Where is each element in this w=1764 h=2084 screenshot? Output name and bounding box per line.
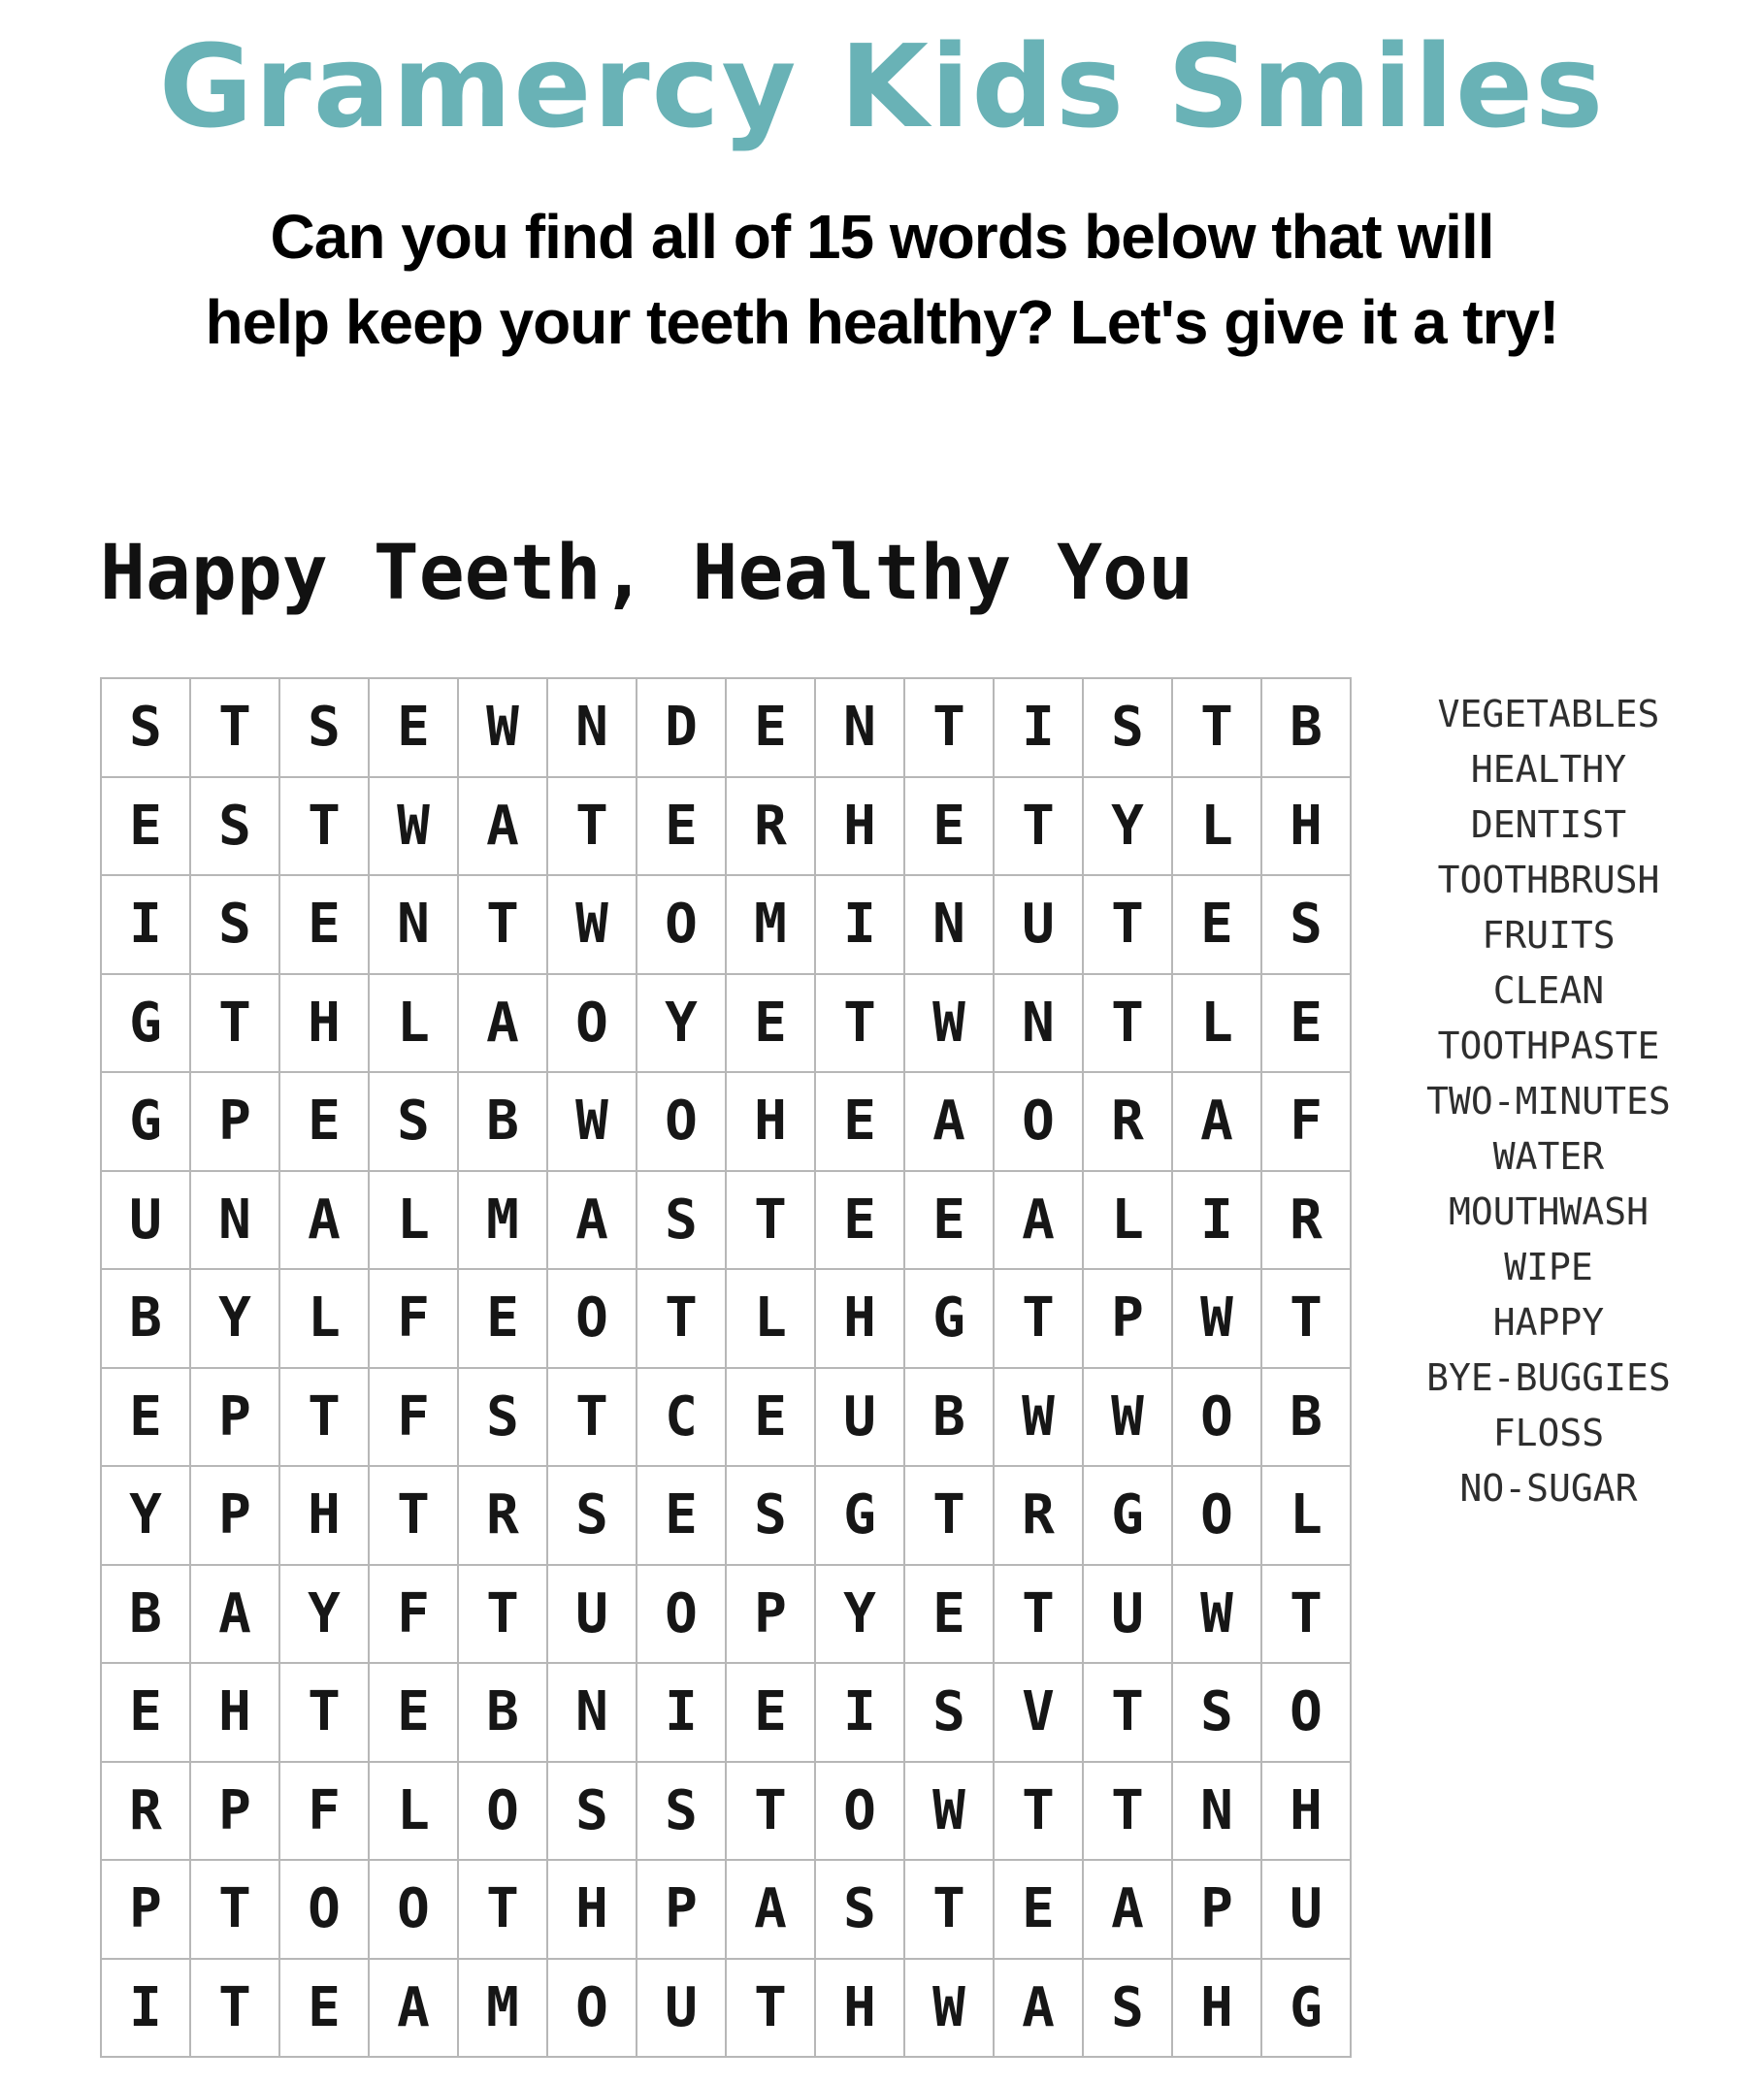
grid-cell: I bbox=[816, 876, 905, 975]
grid-cell: L bbox=[1262, 1467, 1352, 1566]
grid-cell: H bbox=[1262, 778, 1352, 877]
grid-cell: B bbox=[102, 1566, 191, 1665]
grid-cell: P bbox=[727, 1566, 816, 1665]
grid-cell: G bbox=[1262, 1960, 1352, 2059]
grid-cell: W bbox=[1173, 1270, 1262, 1369]
grid-cell: L bbox=[280, 1270, 370, 1369]
grid-cell: H bbox=[816, 1960, 905, 2059]
grid-cell: E bbox=[280, 1960, 370, 2059]
grid-cell: T bbox=[995, 1763, 1084, 1862]
grid-cell: A bbox=[905, 1073, 995, 1172]
grid-cell: Y bbox=[637, 975, 727, 1074]
grid-cell: P bbox=[1084, 1270, 1173, 1369]
grid-cell: S bbox=[102, 679, 191, 778]
word-list-item: MOUTHWASH bbox=[1449, 1190, 1649, 1233]
grid-cell: U bbox=[548, 1566, 637, 1665]
grid-cell: E bbox=[102, 778, 191, 877]
grid-cell: T bbox=[191, 1960, 280, 2059]
grid-cell: T bbox=[905, 679, 995, 778]
grid-cell: N bbox=[995, 975, 1084, 1074]
grid-cell: I bbox=[637, 1664, 727, 1763]
word-list-item: WATER bbox=[1492, 1135, 1605, 1178]
grid-cell: S bbox=[1173, 1664, 1262, 1763]
grid-cell: B bbox=[1262, 679, 1352, 778]
grid-cell: L bbox=[1084, 1172, 1173, 1271]
grid-cell: G bbox=[102, 975, 191, 1074]
grid-cell: N bbox=[548, 1664, 637, 1763]
word-list-item: FLOSS bbox=[1492, 1412, 1605, 1454]
instructions bbox=[0, 194, 1764, 365]
word-list-item: VEGETABLES bbox=[1437, 693, 1660, 735]
grid-cell: S bbox=[1262, 876, 1352, 975]
grid-cell: W bbox=[905, 975, 995, 1074]
grid-cell: U bbox=[816, 1369, 905, 1468]
grid-cell: E bbox=[280, 1073, 370, 1172]
grid-cell: S bbox=[548, 1763, 637, 1862]
grid-cell: E bbox=[370, 1664, 459, 1763]
grid-cell: L bbox=[1173, 975, 1262, 1074]
grid-cell: A bbox=[548, 1172, 637, 1271]
grid-cell: A bbox=[727, 1861, 816, 1960]
grid-cell: T bbox=[191, 679, 280, 778]
grid-cell: U bbox=[995, 876, 1084, 975]
grid-cell: O bbox=[637, 1566, 727, 1665]
grid-cell: M bbox=[459, 1960, 548, 2059]
grid-cell: P bbox=[191, 1369, 280, 1468]
word-list-item: NO-SUGAR bbox=[1459, 1467, 1638, 1510]
grid-cell: T bbox=[459, 1566, 548, 1665]
grid-cell: C bbox=[637, 1369, 727, 1468]
grid-cell: R bbox=[459, 1467, 548, 1566]
grid-cell: H bbox=[816, 778, 905, 877]
grid-cell: H bbox=[548, 1861, 637, 1960]
grid-cell: L bbox=[370, 975, 459, 1074]
brand-logo: Gramercy Kids Smiles bbox=[158, 19, 1606, 153]
grid-cell: P bbox=[637, 1861, 727, 1960]
grid-cell: E bbox=[905, 778, 995, 877]
grid-cell: L bbox=[1173, 778, 1262, 877]
grid-cell: T bbox=[280, 1369, 370, 1468]
grid-cell: E bbox=[727, 679, 816, 778]
grid-cell: A bbox=[995, 1172, 1084, 1271]
grid-cell: T bbox=[280, 778, 370, 877]
grid-cell: R bbox=[1262, 1172, 1352, 1271]
grid-cell: T bbox=[995, 1270, 1084, 1369]
grid-cell: T bbox=[727, 1172, 816, 1271]
word-list-item: HEALTHY bbox=[1470, 748, 1627, 791]
grid-cell: T bbox=[548, 778, 637, 877]
word-list-item: WIPE bbox=[1504, 1246, 1593, 1288]
grid-cell: O bbox=[1173, 1369, 1262, 1468]
grid-cell: P bbox=[1173, 1861, 1262, 1960]
grid-cell: D bbox=[637, 679, 727, 778]
grid-cell: A bbox=[995, 1960, 1084, 2059]
grid-cell: R bbox=[102, 1763, 191, 1862]
instructions-line-1: Can you find all of 15 words below that will bbox=[270, 202, 1494, 272]
grid-cell: O bbox=[370, 1861, 459, 1960]
grid-cell: S bbox=[905, 1664, 995, 1763]
grid-cell: T bbox=[905, 1467, 995, 1566]
word-list bbox=[1332, 687, 1764, 1516]
grid-cell: H bbox=[816, 1270, 905, 1369]
grid-cell: I bbox=[816, 1664, 905, 1763]
grid-cell: E bbox=[816, 1172, 905, 1271]
grid-cell: O bbox=[548, 975, 637, 1074]
grid-cell: T bbox=[1262, 1270, 1352, 1369]
grid-cell: B bbox=[1262, 1369, 1352, 1468]
grid-cell: A bbox=[280, 1172, 370, 1271]
grid-cell: U bbox=[637, 1960, 727, 2059]
grid-cell: T bbox=[1084, 975, 1173, 1074]
grid-cell: T bbox=[1084, 1763, 1173, 1862]
grid-cell: T bbox=[1262, 1566, 1352, 1665]
grid-cell: Y bbox=[191, 1270, 280, 1369]
grid-cell: W bbox=[905, 1960, 995, 2059]
grid-cell: P bbox=[191, 1763, 280, 1862]
grid-cell: I bbox=[1173, 1172, 1262, 1271]
grid-cell: T bbox=[1084, 1664, 1173, 1763]
grid-cell: O bbox=[459, 1763, 548, 1862]
grid-cell: O bbox=[637, 1073, 727, 1172]
grid-cell: S bbox=[727, 1467, 816, 1566]
word-search-grid bbox=[100, 677, 1352, 2058]
grid-cell: N bbox=[191, 1172, 280, 1271]
grid-cell: E bbox=[727, 1664, 816, 1763]
grid-cell: Y bbox=[816, 1566, 905, 1665]
grid-cell: A bbox=[370, 1960, 459, 2059]
word-list-item: CLEAN bbox=[1492, 969, 1605, 1012]
grid-cell: T bbox=[548, 1369, 637, 1468]
grid-cell: W bbox=[1084, 1369, 1173, 1468]
grid-cell: W bbox=[1173, 1566, 1262, 1665]
grid-cell: O bbox=[548, 1270, 637, 1369]
grid-cell: S bbox=[191, 876, 280, 975]
grid-cell: G bbox=[905, 1270, 995, 1369]
grid-cell: E bbox=[1262, 975, 1352, 1074]
grid-cell: S bbox=[191, 778, 280, 877]
grid-cell: T bbox=[1173, 679, 1262, 778]
grid-cell: E bbox=[637, 778, 727, 877]
grid-cell: F bbox=[370, 1566, 459, 1665]
grid-cell: R bbox=[1084, 1073, 1173, 1172]
grid-cell: T bbox=[995, 1566, 1084, 1665]
grid-cell: O bbox=[280, 1861, 370, 1960]
instructions-line-2: help keep your teeth healthy? Let's give it a try! bbox=[205, 287, 1559, 357]
grid-cell: E bbox=[727, 975, 816, 1074]
grid-cell: E bbox=[102, 1664, 191, 1763]
grid-cell: U bbox=[102, 1172, 191, 1271]
grid-cell: Y bbox=[280, 1566, 370, 1665]
grid-cell: T bbox=[191, 975, 280, 1074]
grid-cell: W bbox=[905, 1763, 995, 1862]
grid-cell: E bbox=[459, 1270, 548, 1369]
grid-cell: B bbox=[459, 1664, 548, 1763]
grid-cell: I bbox=[102, 1960, 191, 2059]
grid-cell: U bbox=[1262, 1861, 1352, 1960]
grid-cell: E bbox=[280, 876, 370, 975]
grid-cell: S bbox=[548, 1467, 637, 1566]
grid-cell: N bbox=[548, 679, 637, 778]
grid-cell: A bbox=[459, 778, 548, 877]
grid-cell: T bbox=[1084, 876, 1173, 975]
grid-cell: N bbox=[816, 679, 905, 778]
word-list-item: FRUITS bbox=[1482, 914, 1616, 957]
grid-cell: S bbox=[459, 1369, 548, 1468]
grid-cell: N bbox=[1173, 1763, 1262, 1862]
grid-cell: E bbox=[102, 1369, 191, 1468]
grid-cell: T bbox=[905, 1861, 995, 1960]
grid-cell: O bbox=[1262, 1664, 1352, 1763]
grid-cell: T bbox=[727, 1763, 816, 1862]
grid-cell: H bbox=[280, 1467, 370, 1566]
grid-cell: T bbox=[191, 1861, 280, 1960]
grid-cell: O bbox=[1173, 1467, 1262, 1566]
grid-cell: T bbox=[459, 876, 548, 975]
grid-cell: A bbox=[1173, 1073, 1262, 1172]
grid-cell: S bbox=[280, 679, 370, 778]
grid-cell: B bbox=[459, 1073, 548, 1172]
grid-cell: E bbox=[637, 1467, 727, 1566]
grid-cell: E bbox=[995, 1861, 1084, 1960]
grid-cell: H bbox=[1173, 1960, 1262, 2059]
grid-cell: W bbox=[548, 1073, 637, 1172]
grid-cell: N bbox=[905, 876, 995, 975]
grid-cell: W bbox=[459, 679, 548, 778]
grid-cell: F bbox=[280, 1763, 370, 1862]
grid-cell: E bbox=[370, 679, 459, 778]
grid-cell: M bbox=[727, 876, 816, 975]
grid-cell: E bbox=[1173, 876, 1262, 975]
grid-cell: S bbox=[1084, 679, 1173, 778]
grid-cell: M bbox=[459, 1172, 548, 1271]
word-list-item: TOOTHPASTE bbox=[1437, 1025, 1660, 1067]
grid-cell: P bbox=[102, 1861, 191, 1960]
word-list-item: BYE-BUGGIES bbox=[1426, 1356, 1671, 1399]
grid-cell: B bbox=[905, 1369, 995, 1468]
grid-cell: O bbox=[637, 876, 727, 975]
grid-cell: O bbox=[816, 1763, 905, 1862]
grid-cell: S bbox=[637, 1172, 727, 1271]
grid-cell: W bbox=[370, 778, 459, 877]
grid-cell: P bbox=[191, 1073, 280, 1172]
grid-cell: T bbox=[637, 1270, 727, 1369]
grid-cell: P bbox=[191, 1467, 280, 1566]
grid-cell: E bbox=[905, 1172, 995, 1271]
grid-cell: B bbox=[102, 1270, 191, 1369]
grid-cell: L bbox=[727, 1270, 816, 1369]
word-list-item: TOOTHBRUSH bbox=[1437, 859, 1660, 901]
grid-cell: T bbox=[459, 1861, 548, 1960]
grid-cell: T bbox=[995, 778, 1084, 877]
grid-cell: A bbox=[459, 975, 548, 1074]
grid-cell: E bbox=[816, 1073, 905, 1172]
grid-cell: E bbox=[727, 1369, 816, 1468]
grid-cell: H bbox=[1262, 1763, 1352, 1862]
grid-cell: T bbox=[816, 975, 905, 1074]
grid-cell: S bbox=[637, 1763, 727, 1862]
grid-cell: H bbox=[727, 1073, 816, 1172]
grid-cell: T bbox=[727, 1960, 816, 2059]
grid-cell: L bbox=[370, 1172, 459, 1271]
word-list-item: HAPPY bbox=[1492, 1301, 1605, 1344]
puzzle-title: Happy Teeth, Healthy You bbox=[100, 530, 1194, 617]
grid-cell: Y bbox=[1084, 778, 1173, 877]
grid-cell: S bbox=[816, 1861, 905, 1960]
grid-cell: I bbox=[102, 876, 191, 975]
word-list-item: TWO-MINUTES bbox=[1426, 1080, 1671, 1123]
grid-cell: A bbox=[191, 1566, 280, 1665]
word-list-item: DENTIST bbox=[1470, 803, 1627, 846]
grid-cell: O bbox=[995, 1073, 1084, 1172]
grid-cell: S bbox=[370, 1073, 459, 1172]
grid-cell: R bbox=[995, 1467, 1084, 1566]
grid-cell: H bbox=[191, 1664, 280, 1763]
grid-cell: F bbox=[370, 1369, 459, 1468]
grid-cell: F bbox=[1262, 1073, 1352, 1172]
grid-cell: S bbox=[1084, 1960, 1173, 2059]
grid-cell: W bbox=[995, 1369, 1084, 1468]
grid-cell: G bbox=[102, 1073, 191, 1172]
grid-cell: U bbox=[1084, 1566, 1173, 1665]
grid-cell: I bbox=[995, 679, 1084, 778]
grid-cell: W bbox=[548, 876, 637, 975]
grid-cell: A bbox=[1084, 1861, 1173, 1960]
grid-cell: G bbox=[1084, 1467, 1173, 1566]
grid-cell: T bbox=[280, 1664, 370, 1763]
grid-cell: F bbox=[370, 1270, 459, 1369]
grid-cell: O bbox=[548, 1960, 637, 2059]
grid-cell: T bbox=[370, 1467, 459, 1566]
grid-cell: L bbox=[370, 1763, 459, 1862]
grid-cell: H bbox=[280, 975, 370, 1074]
grid-cell: R bbox=[727, 778, 816, 877]
grid-cell: Y bbox=[102, 1467, 191, 1566]
grid-cell: N bbox=[370, 876, 459, 975]
grid-cell: V bbox=[995, 1664, 1084, 1763]
grid-cell: E bbox=[905, 1566, 995, 1665]
grid-cell: G bbox=[816, 1467, 905, 1566]
